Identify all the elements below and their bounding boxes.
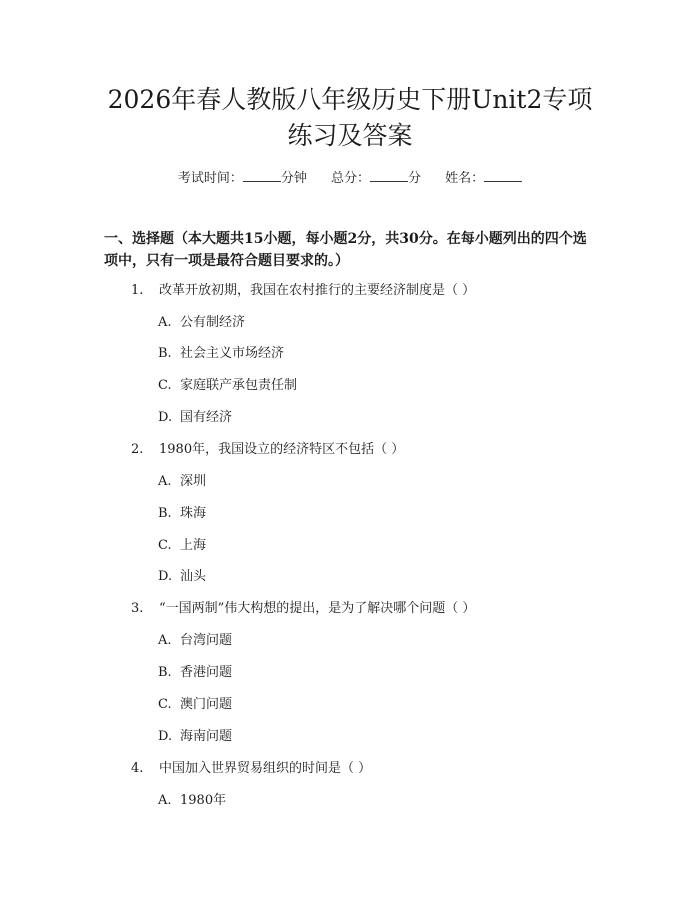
document-title-line-1: 2026年春人教版八年级历史下册Unit2专项 [107, 85, 593, 114]
option-letter: A. [158, 315, 172, 330]
option-text: 深圳 [180, 474, 207, 489]
option-letter: D. [158, 569, 173, 584]
question-1-option-b [158, 345, 284, 363]
question-text: 1980年，我国设立的经济特区不包括（ ） [159, 442, 405, 457]
question-3-option-a [158, 632, 232, 650]
option-letter: A. [158, 474, 172, 489]
question-text: “一国两制”伟大构想的提出，是为了解决哪个问题（ ） [159, 601, 476, 616]
question-2-option-c [158, 537, 206, 555]
option-text: 珠海 [180, 506, 207, 521]
option-letter: D. [158, 729, 173, 744]
document-title-line-2: 练习及答案 [287, 121, 413, 150]
question-2-option-b [158, 505, 206, 523]
option-text: 海南问题 [180, 729, 233, 744]
question-text: 中国加入世界贸易组织的时间是（ ） [159, 761, 372, 776]
question-number: 4. [131, 761, 144, 776]
total-score-blank [370, 169, 408, 182]
question-3-option-b [158, 664, 232, 682]
option-letter: A. [158, 633, 172, 648]
total-score-label: 总分： [330, 171, 370, 186]
option-letter: D. [158, 410, 173, 425]
option-text: 国有经济 [180, 410, 233, 425]
section-heading-line-1: 一、选择题（本大题共15小题，每小题2分，共30分。在每小题列出的四个选 [104, 231, 587, 247]
option-letter: C. [158, 538, 172, 553]
exam-time-field [178, 169, 307, 188]
question-2 [131, 441, 404, 459]
option-letter: A. [158, 793, 172, 808]
question-number: 2. [131, 442, 144, 457]
question-number: 1. [131, 283, 144, 298]
student-name-blank [484, 169, 522, 182]
option-text: 上海 [180, 538, 207, 553]
question-3-option-c [158, 696, 232, 714]
question-1-option-d [158, 409, 232, 427]
question-number: 3. [131, 601, 144, 616]
option-text: 1980年 [180, 793, 227, 808]
total-score-unit: 分 [408, 171, 422, 186]
student-name-label: 姓名： [445, 171, 485, 186]
option-text: 公有制经济 [180, 315, 246, 330]
exam-time-unit: 分钟 [280, 171, 307, 186]
option-text: 社会主义市场经济 [180, 346, 285, 361]
option-letter: B. [158, 665, 172, 680]
option-text: 澳门问题 [180, 697, 233, 712]
question-1-option-c [158, 377, 297, 395]
question-1-option-a [158, 314, 245, 332]
question-3-option-d [158, 728, 232, 746]
question-1 [131, 282, 475, 300]
option-letter: C. [158, 697, 172, 712]
total-score-field [331, 169, 421, 188]
question-2-option-a [158, 473, 206, 491]
option-letter: C. [158, 378, 172, 393]
option-text: 家庭联产承包责任制 [180, 378, 298, 393]
question-text: 改革开放初期，我国在农村推行的主要经济制度是（ ） [159, 283, 476, 298]
section-heading-line-2: 项中，只有一项是最符合题目要求的。） [104, 253, 349, 269]
exam-time-label: 考试时间： [177, 171, 243, 186]
exam-info-row [0, 169, 700, 188]
option-text: 台湾问题 [180, 633, 233, 648]
option-text: 香港问题 [180, 665, 233, 680]
exam-time-blank [243, 169, 281, 182]
student-name-field [445, 169, 522, 188]
option-text: 汕头 [180, 569, 207, 584]
question-3 [131, 600, 475, 618]
question-4-option-a [158, 792, 226, 810]
question-2-option-d [158, 568, 206, 586]
question-4 [131, 760, 371, 778]
option-letter: B. [158, 346, 172, 361]
option-letter: B. [158, 506, 172, 521]
